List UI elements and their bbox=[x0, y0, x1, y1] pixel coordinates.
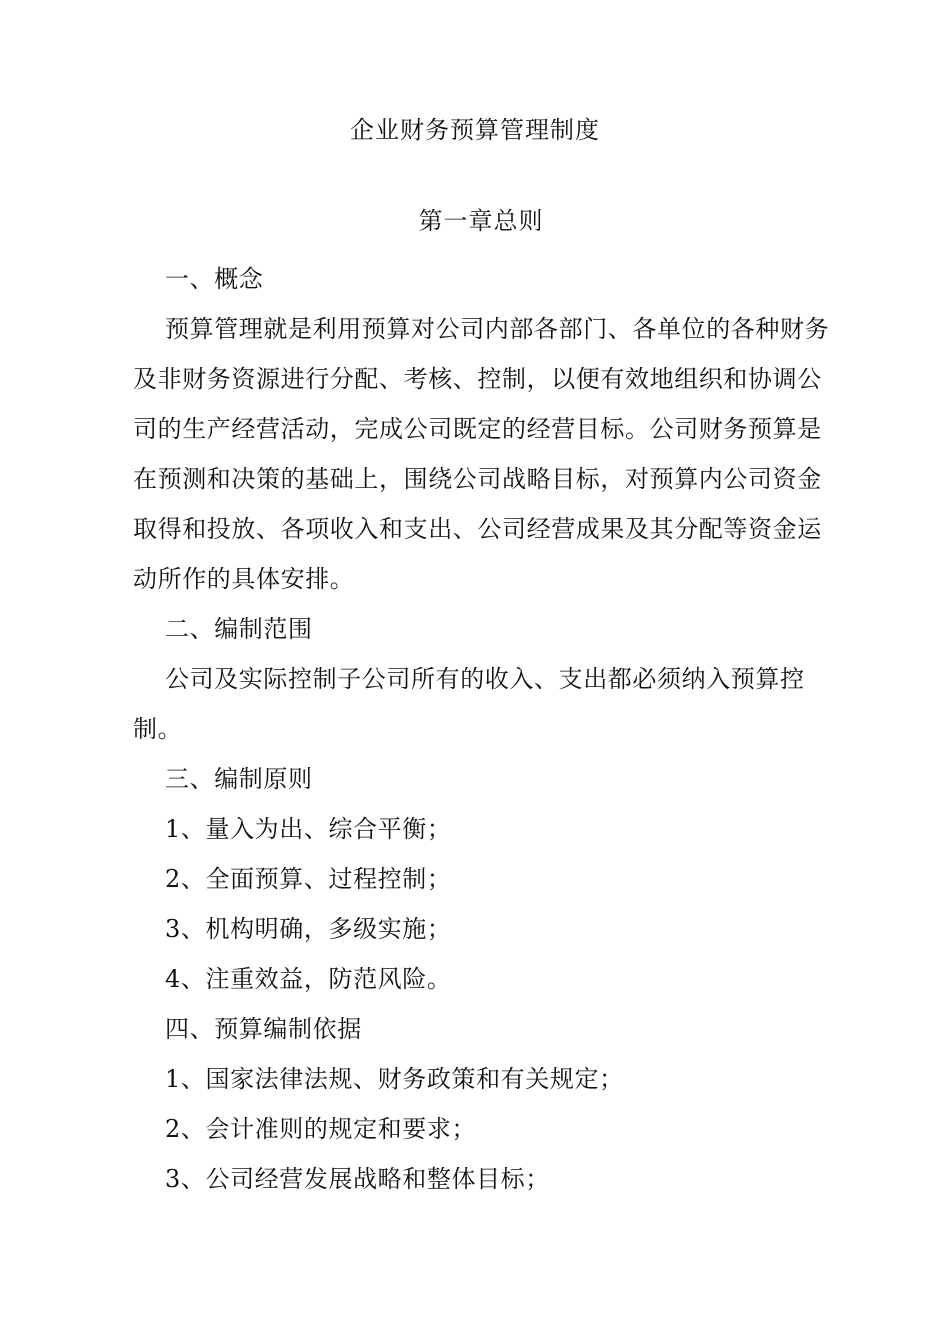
basis-item: 2、会计准则的规定和要求； bbox=[165, 1115, 477, 1143]
document-body bbox=[133, 254, 833, 1204]
principle-item: 3、机构明确，多级实施； bbox=[165, 915, 452, 943]
section-heading-basis: 四、预算编制依据 bbox=[165, 1015, 362, 1043]
scope-paragraph: 公司及实际控制子公司所有的收入、支出都必须纳入预算控制。 bbox=[133, 665, 805, 743]
chapter-title: 第一章总则 bbox=[418, 207, 544, 235]
principle-item: 4、注重效益，防范风险。 bbox=[165, 965, 452, 993]
section-heading-concept: 一、概念 bbox=[165, 265, 264, 293]
principle-item: 2、全面预算、过程控制； bbox=[165, 865, 452, 893]
basis-item: 3、公司经营发展战略和整体目标； bbox=[165, 1165, 550, 1193]
principle-item: 1、量入为出、综合平衡； bbox=[165, 815, 452, 843]
basis-item: 1、国家法律法规、财务政策和有关规定； bbox=[165, 1065, 624, 1093]
section-heading-principles: 三、编制原则 bbox=[165, 765, 313, 793]
section-heading-scope: 二、编制范围 bbox=[165, 615, 313, 643]
document-title: 企业财务预算管理制度 bbox=[350, 116, 600, 144]
concept-paragraph: 预算管理就是利用预算对公司内部各部门、各单位的各种财务及非财务资源进行分配、考核、控制，以便有效地组织和协调公司的生产经营活动，完成公司既定的经营目标。公司财务预算是在预测和决策的基础上，围绕公司战略目标，对预算内公司资金取得和投放、各项收入和支出、公司经营成果及其分配等资金运动所作的具体安排。 bbox=[133, 315, 830, 593]
